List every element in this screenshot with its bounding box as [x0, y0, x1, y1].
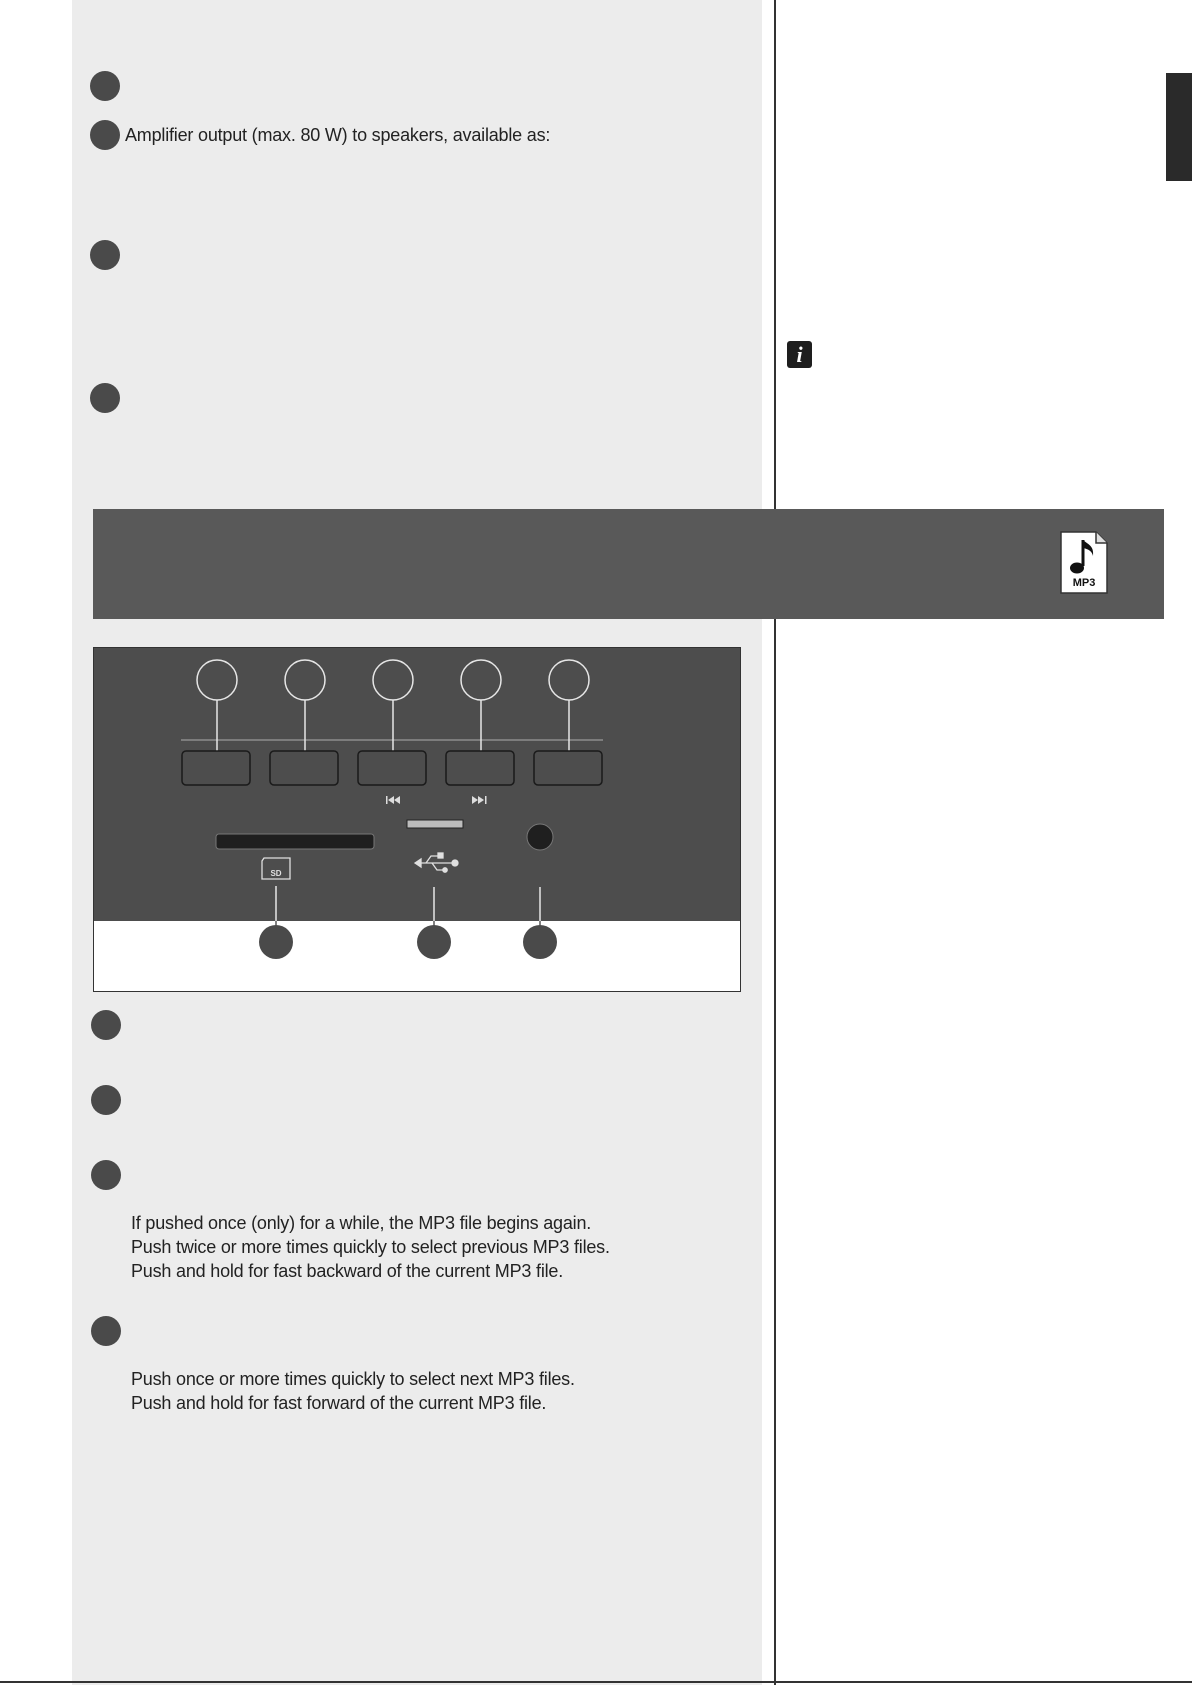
mp3-icon-label: MP3: [1072, 577, 1096, 589]
desc-4-line-1: Push once or more times quickly to select next MP3 files.: [131, 1369, 575, 1389]
panel-button-prev[interactable]: [358, 751, 426, 785]
bottom-callout-2: [417, 925, 451, 959]
item-bullet-4: [90, 383, 120, 413]
section-banner: [93, 509, 1164, 619]
bottom-callout-3: [523, 925, 557, 959]
item-bullet-2: [90, 120, 120, 150]
item-bullet-3: [90, 240, 120, 270]
device-panel-diagram: [93, 647, 741, 992]
usb-slot: [407, 820, 463, 828]
item-bullet-1: [90, 71, 120, 101]
bottom-callout-1: [259, 925, 293, 959]
sd-icon-label: SD: [270, 869, 282, 878]
desc-4-line-2: Push and hold for fast forward of the current MP3 file.: [131, 1393, 547, 1413]
headphone-jack: [527, 824, 553, 850]
panel-button-1[interactable]: [182, 751, 250, 785]
info-icon: i: [787, 341, 812, 368]
panel-button-5[interactable]: [534, 751, 602, 785]
desc-3-line-1: If pushed once (only) for a while, the MP3 file begins again.: [131, 1213, 592, 1233]
column-divider: [774, 0, 776, 1685]
panel-button-2[interactable]: [270, 751, 338, 785]
desc-bullet-2: [91, 1085, 121, 1115]
chapter-edge-tab: [1166, 73, 1192, 181]
desc-3-line-3: Push and hold for fast backward of the current MP3 file.: [131, 1261, 564, 1281]
sd-card-slot: [216, 834, 374, 849]
mp3-file-icon: [1058, 530, 1110, 595]
desc-bullet-3: [91, 1160, 121, 1190]
desc-3-line-2: Push twice or more times quickly to select previous MP3 files.: [131, 1237, 610, 1257]
panel-button-next[interactable]: [446, 751, 514, 785]
bottom-rule: [0, 1681, 1192, 1683]
desc-bullet-4: [91, 1316, 121, 1346]
desc-bullet-1: [91, 1010, 121, 1040]
item-text-2: Amplifier output (max. 80 W) to speakers, available as:: [125, 125, 551, 145]
